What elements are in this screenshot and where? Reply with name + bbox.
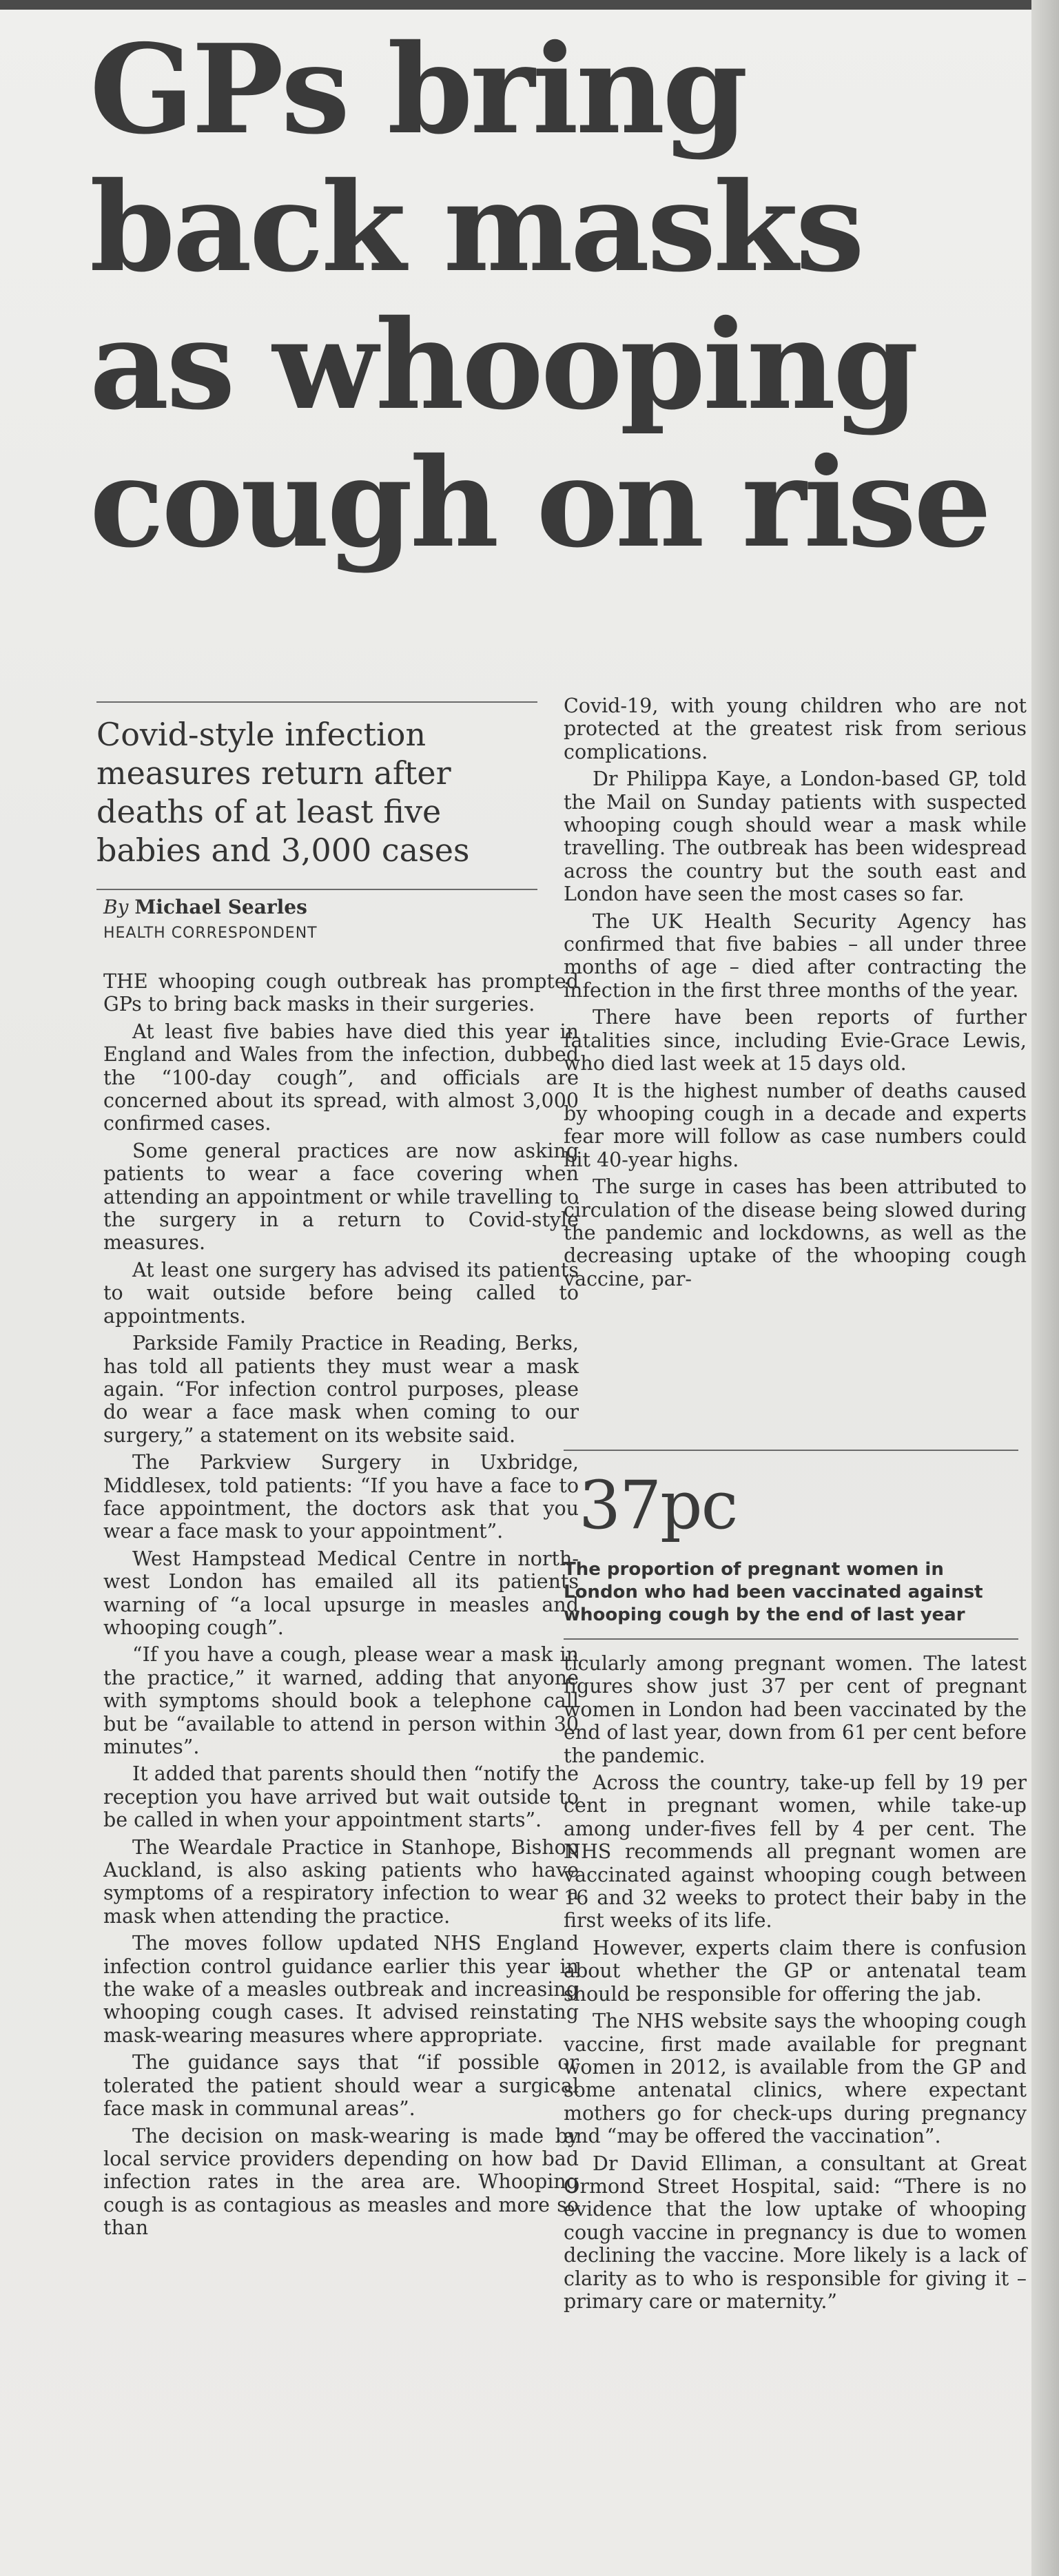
paragraph: The guidance says that “if possible or tolerated the patient should wear a surgical face mask in communal areas”. — [103, 2051, 579, 2121]
paragraph: However, experts claim there is confusion about whether the GP or antenatal team should be responsible for offering the jab. — [564, 1936, 1027, 2006]
headline-line: back masks — [90, 155, 862, 299]
paragraph: At least five babies have died this year in England and Wales from the infection, dubbed the “100-day cough”, and officials are concerned about its spread, with almost 3,000 confirmed cases. — [103, 1020, 579, 1135]
byline-rule — [96, 889, 537, 890]
scan-top-edge — [0, 0, 1059, 10]
author-role: HEALTH CORRESPONDENT — [103, 925, 318, 942]
paragraph: “If you have a cough, please wear a mask in the practice,” it warned, adding that anyone with symptoms should book a telephone call but be “available to attend in person within 30 minutes”. — [103, 1643, 579, 1758]
paragraph: At least one surgery has advised its patients to wait outside before being called to appointments. — [103, 1258, 579, 1328]
paragraph: There have been reports of further fatalities since, including Evie-Grace Lewis, who died last week at 15 days old. — [564, 1006, 1027, 1075]
article-column-1 — [103, 970, 579, 2244]
article-column-2-bottom — [564, 1652, 1027, 2317]
paragraph: The NHS website says the whooping cough vaccine, first made available for pregnant women in 2012, is available from the GP and some antenatal clinics, where expectant mothers go for check-ups during pregnancy and “may be offered the vaccination”. — [564, 2010, 1027, 2148]
paragraph: The moves follow updated NHS England infection control guidance earlier this year in the wake of a measles outbreak and increasing whooping cough cases. It advised reinstating mask-wearing measures where appropriate. — [103, 1932, 579, 2047]
paragraph: The decision on mask-wearing is made by local service providers depending on how bad infection rates in the area are. Whooping cough is as contagious as measles and more so than — [103, 2124, 579, 2240]
paragraph: Covid-19, with young children who are not protected at the greatest risk from serious complications. — [564, 694, 1027, 763]
byline — [103, 896, 531, 945]
byline-prefix: By — [103, 896, 129, 918]
stat-box-bottom-rule — [564, 1638, 1018, 1640]
paragraph: Parkside Family Practice in Reading, Berks, has told all patients they must wear a mask again. “For infection control purposes, please do wear a face mask when coming to our surgery,” a statement on its website said. — [103, 1332, 579, 1447]
headline — [90, 17, 989, 575]
stat-caption: The proportion of pregnant women in London who had been vaccinated against whooping cough by the end of last year — [564, 1559, 983, 1625]
paragraph: Dr Philippa Kaye, a London-based GP, told the Mail on Sunday patients with suspected whooping cough should wear a mask while travelling. The outbreak has been widespread across the country but the south east and London have seen the most cases so far. — [564, 767, 1027, 906]
paragraph: THE whooping cough outbreak has prompted GPs to bring back masks in their surgeries. — [103, 970, 579, 1016]
paragraph: Dr David Elliman, a consultant at Great Ormond Street Hospital, said: “There is no evidence that the low uptake of whooping cough vaccine in pregnancy is due to women declining the vaccine. More likely is a lack of clarity as to who is responsible for giving it – primary care or maternity.” — [564, 2152, 1027, 2313]
paragraph: The UK Health Security Agency has confirmed that five babies – all under three months of age – died after contracting the infection in the first three months of the year. — [564, 909, 1027, 1002]
paragraph: It added that parents should then “notify the reception you have arrived but wait outside to be called in when your appointment starts”. — [103, 1762, 579, 1832]
scan-right-edge — [1031, 0, 1059, 2576]
article-column-2-top — [564, 694, 1027, 1295]
paragraph: The surge in cases has been attributed to circulation of the disease being slowed during the pandemic and lockdowns, as well as the decreasing uptake of the whooping cough vaccine, par- — [564, 1175, 1027, 1290]
headline-line: as whooping — [90, 293, 916, 437]
paragraph: The Parkview Surgery in Uxbridge, Middlesex, told patients: “If you have a face to face appointment, the doctors ask that you wear a face mask to your appointment”. — [103, 1451, 579, 1543]
standfirst: Covid-style infection measures return after deaths of at least five babies and 3,000 cases — [96, 716, 470, 869]
paragraph: Across the country, take-up fell by 19 per cent in pregnant women, while take-up among under-fives fell by 4 per cent. The NHS recommends all pregnant women are vaccinated against whooping cough between 16 and 32 weeks to protect their baby in the first weeks of its life. — [564, 1771, 1027, 1933]
paragraph: West Hampstead Medical Centre in north-west London has emailed all its patients warning of “a local upsurge in measles and whooping cough”. — [103, 1547, 579, 1639]
author-name: Michael Searles — [134, 896, 307, 918]
headline-line: GPs bring — [90, 17, 746, 161]
paragraph: The Weardale Practice in Stanhope, Bishop Auckland, is also asking patients who have symptoms of a respiratory infection to wear a mask when attending the practice. — [103, 1835, 579, 1928]
paragraph: Some general practices are now asking patients to wear a face covering when attending an appointment or while travelling to the surgery in a return to Covid-style measures. — [103, 1139, 579, 1255]
stat-value: 37pc — [579, 1467, 737, 1544]
headline-line: cough on rise — [90, 431, 989, 575]
paragraph: ticularly among pregnant women. The latest figures show just 37 per cent of pregnant women in London had been vaccinated by the end of last year, down from 61 per cent before the pandemic. — [564, 1652, 1027, 1767]
paragraph: It is the highest number of deaths caused by whooping cough in a decade and experts fear more will follow as case numbers could hit 40-year highs. — [564, 1079, 1027, 1171]
standfirst-top-rule — [96, 701, 537, 703]
stat-box-top-rule — [564, 1450, 1018, 1451]
